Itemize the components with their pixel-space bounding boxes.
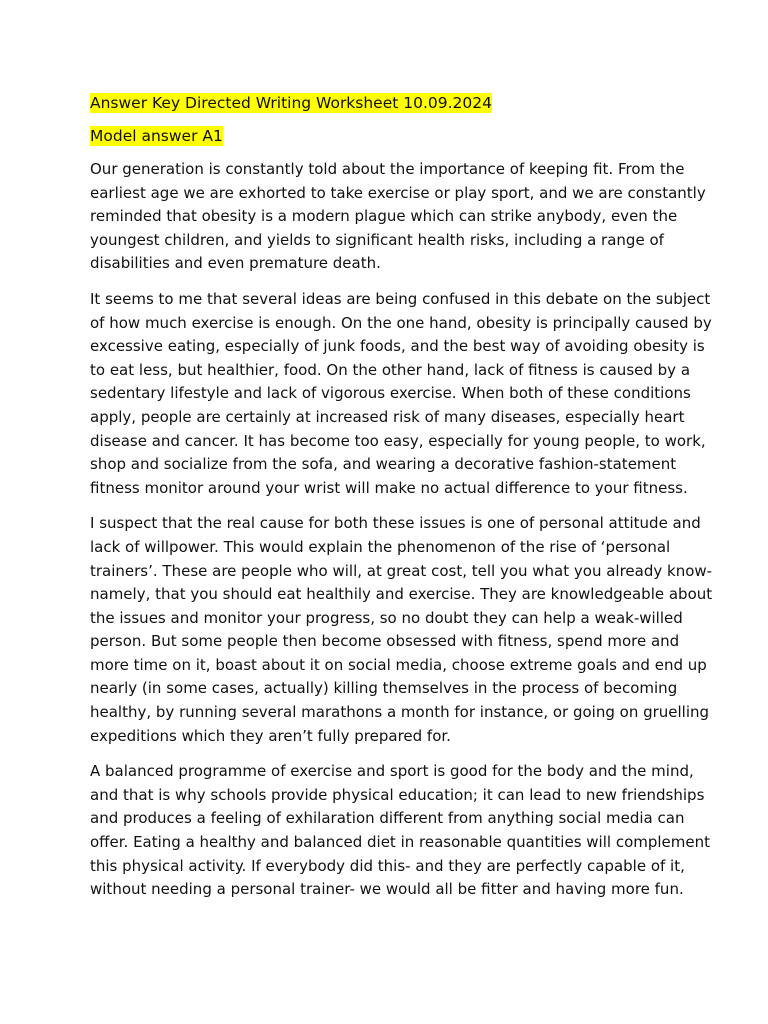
essay-paragraph-3 bbox=[90, 512, 713, 748]
paragraph-line: I suspect that the real cause for both these issues is one of personal attitude and bbox=[90, 514, 701, 533]
paragraph-line: and produces a feeling of exhilaration different from anything social media can bbox=[90, 809, 685, 828]
paragraph-line: expeditions which they aren’t fully prepared for. bbox=[90, 726, 451, 745]
paragraph-line: person. But some people then become obsessed with fitness, spend more and bbox=[90, 632, 680, 651]
essay-paragraph-2 bbox=[90, 288, 712, 500]
paragraph-line: the issues and monitor your progress, so no doubt they can help a weak-willed bbox=[90, 608, 683, 627]
paragraph-line: namely, that you should eat healthily and exercise. They are knowledgeable about bbox=[90, 585, 713, 604]
paragraph-line: A balanced programme of exercise and sport is good for the body and the mind, bbox=[90, 762, 694, 781]
paragraph-line: fitness monitor around your wrist will make no actual difference to your fitness. bbox=[90, 478, 688, 497]
paragraph-line: healthy, by running several marathons a month for instance, or going on gruelling bbox=[90, 703, 710, 722]
paragraph-line: lack of willpower. This would explain the phenomenon of the rise of ‘personal bbox=[90, 537, 671, 556]
essay-paragraph-4 bbox=[90, 760, 711, 902]
essay-paragraph-1 bbox=[90, 158, 706, 276]
paragraph-line: excessive eating, especially of junk foods, and the best way of avoiding obesity is bbox=[90, 337, 705, 356]
paragraph-line: of how much exercise is enough. On the one hand, obesity is principally caused by bbox=[90, 313, 712, 332]
document-title: Answer Key Directed Writing Worksheet 10.09.2024 bbox=[90, 94, 493, 112]
paragraph-line: more time on it, boast about it on social media, choose extreme goals and end up bbox=[90, 655, 707, 674]
document-subtitle-line bbox=[90, 125, 690, 148]
paragraph-line: disabilities and even premature death. bbox=[90, 254, 381, 273]
document-title-line bbox=[90, 92, 690, 115]
paragraph-line: apply, people are certainly at increased risk of many diseases, especially heart bbox=[90, 407, 685, 426]
paragraph-line: trainers’. These are people who will, at great cost, tell you what you already know- bbox=[90, 561, 713, 580]
paragraph-line: to eat less, but healthier, food. On the other hand, lack of fitness is caused by a bbox=[90, 360, 691, 379]
paragraph-line: youngest children, and yields to significant health risks, including a range of bbox=[90, 230, 664, 249]
paragraph-line: offer. Eating a healthy and balanced diet in reasonable quantities will complement bbox=[90, 833, 711, 852]
paragraph-line: disease and cancer. It has become too easy, especially for young people, to work, bbox=[90, 431, 706, 450]
paragraph-line: nearly (in some cases, actually) killing themselves in the process of becoming bbox=[90, 679, 678, 698]
paragraph-line: sedentary lifestyle and lack of vigorous exercise. When both of these conditions bbox=[90, 384, 691, 403]
paragraph-line: this physical activity. If everybody did this- and they are perfectly capable of it, bbox=[90, 856, 685, 875]
paragraph-line: shop and socialize from the sofa, and wearing a decorative fashion-statement bbox=[90, 455, 677, 474]
document-subtitle: Model answer A1 bbox=[90, 127, 223, 145]
paragraph-line: It seems to me that several ideas are being confused in this debate on the subject bbox=[90, 289, 711, 308]
paragraph-line: Our generation is constantly told about the importance of keeping fit. From the bbox=[90, 160, 685, 178]
paragraph-line: and that is why schools provide physical education; it can lead to new friendships bbox=[90, 785, 705, 804]
paragraph-line: earliest age we are exhorted to take exercise or play sport, and we are constantly bbox=[90, 183, 706, 202]
paragraph-line: reminded that obesity is a modern plague which can strike anybody, even the bbox=[90, 207, 678, 226]
paragraph-line: without needing a personal trainer- we would all be fitter and having more fun. bbox=[90, 880, 684, 899]
essay-body bbox=[90, 158, 713, 902]
document-body bbox=[90, 92, 713, 914]
